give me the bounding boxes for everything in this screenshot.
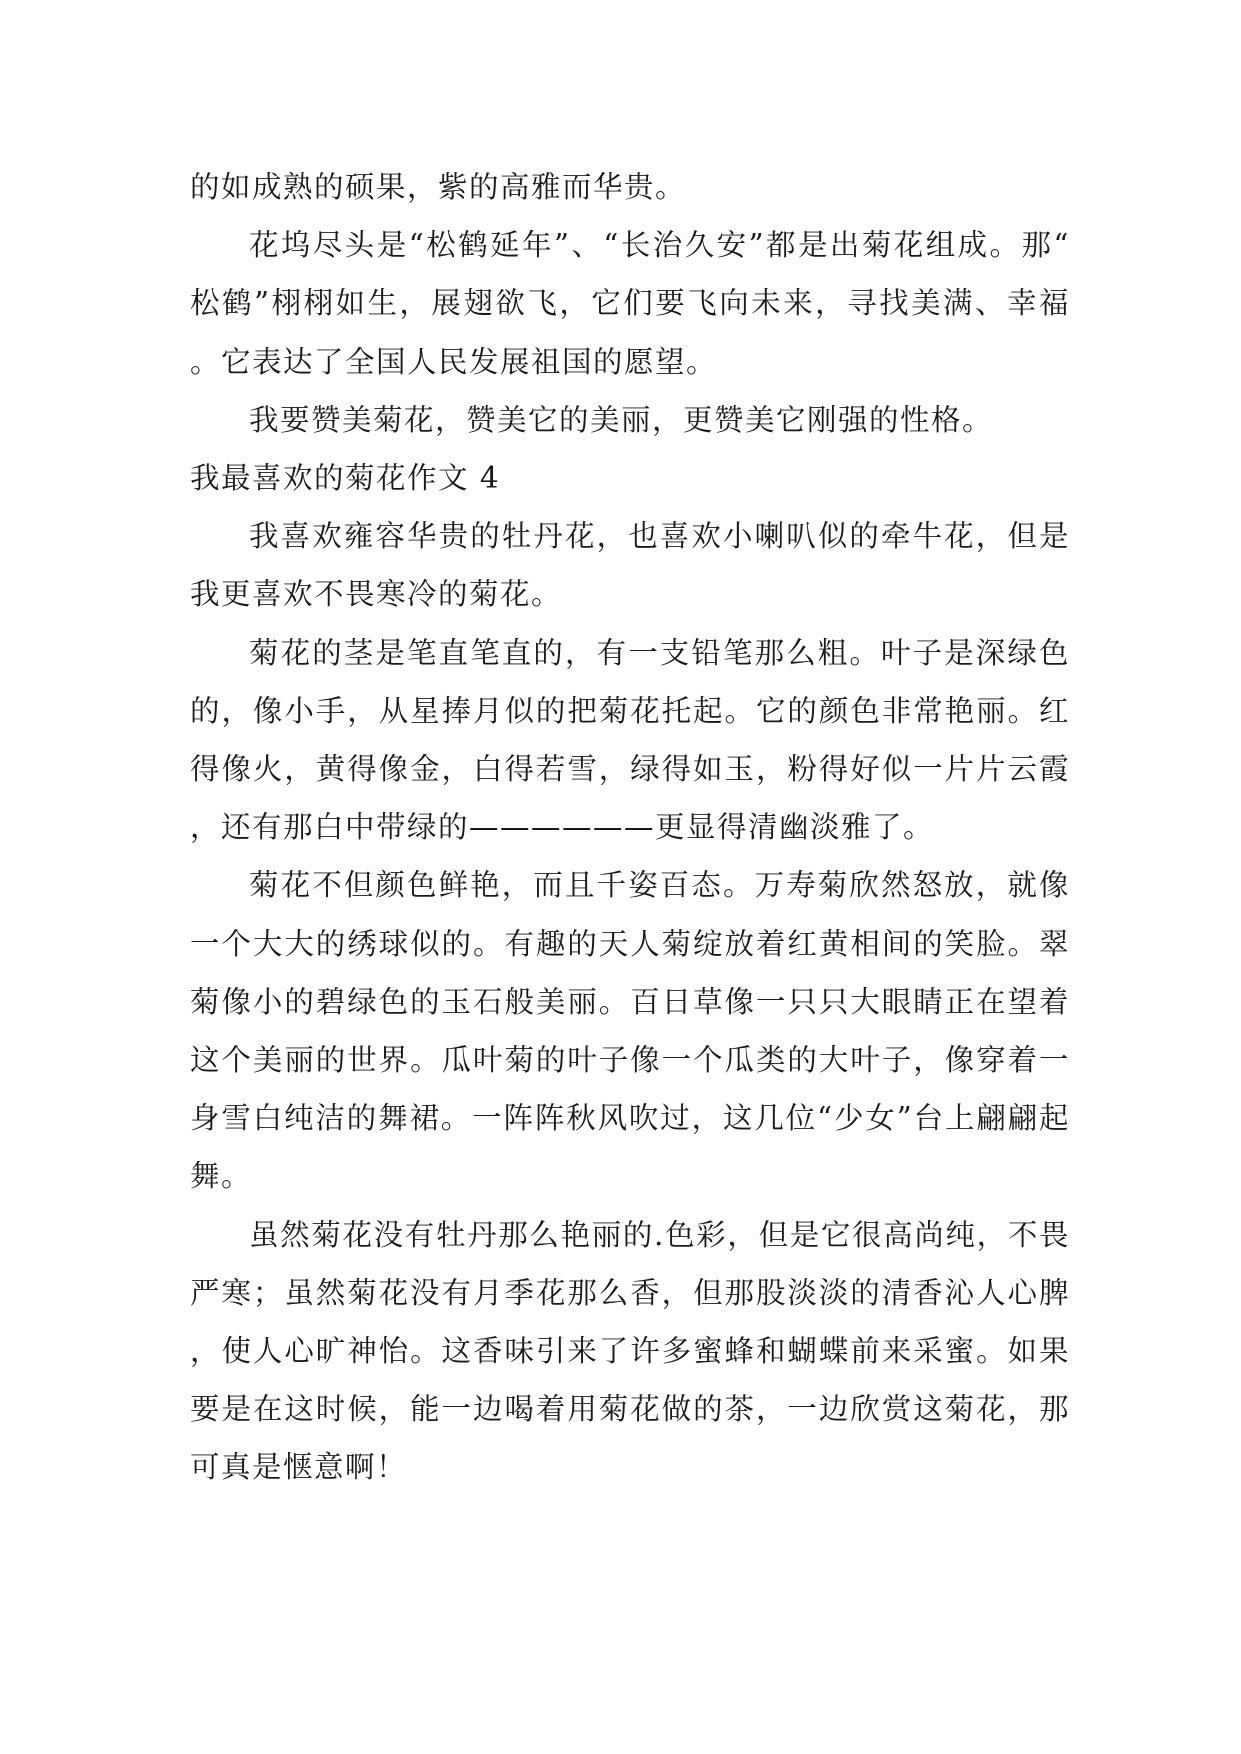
paragraph-praise: 我要赞美菊花，赞美它的美丽，更赞美它刚强的性格。 xyxy=(249,402,994,437)
document-body xyxy=(190,158,1070,1497)
paragraph-fragrance: 虽然菊花没有牡丹那么艳丽的.色彩，但是它很高尚纯，不畏严寒；虽然菊花没有月季花那么香，但那股淡淡的清香沁人心脾，使人心旷神怡。这香味引来了许多蜜蜂和蝴蝶前来采蜜。如果要是在这时候，能一边喝着用菊花做的茶，一边欣赏这菊花，那可真是惬意啊！ xyxy=(190,1217,1070,1485)
paragraph-stem-colors: 菊花的茎是笔直笔直的，有一支铅笔那么粗。叶子是深绿色的，像小手，从星捧月似的把菊花托起。它的颜色非常艳丽。红得像火，黄得像金，白得若雪，绿得如玉，粉得好似一片片云霞，还有那白中带绿的——————更显得清幽淡雅了。 xyxy=(190,635,1070,845)
section-title: 我最喜欢的菊花作文 4 xyxy=(190,461,501,496)
paragraph-intro: 我喜欢雍容华贵的牡丹花，也喜欢小喇叭似的牵牛花，但是我更喜欢不畏寒冷的菊花。 xyxy=(190,519,1070,612)
paragraph-huawu: 花坞尽头是“松鹤延年”、“长治久安”都是出菊花组成。那“松鹤”栩栩如生，展翅欲飞，它们要飞向未来，寻找美满、幸福。它表达了全国人民发展祖国的愿望。 xyxy=(190,228,1070,379)
paragraph-varieties: 菊花不但颜色鲜艳，而且千姿百态。万寿菊欣然怒放，就像一个大大的绣球似的。有趣的天人菊绽放着红黄相间的笑脸。翠菊像小的碧绿色的玉石般美丽。百日草像一只只大眼睛正在望着这个美丽的世界。瓜叶菊的叶子像一个瓜类的大叶子，像穿着一身雪白纯洁的舞裙。一阵阵秋风吹过，这几位“少女”台上翩翩起舞。 xyxy=(190,868,1070,1194)
paragraph-continuation: 的如成熟的硕果，紫的高雅而华贵。 xyxy=(190,170,687,204)
